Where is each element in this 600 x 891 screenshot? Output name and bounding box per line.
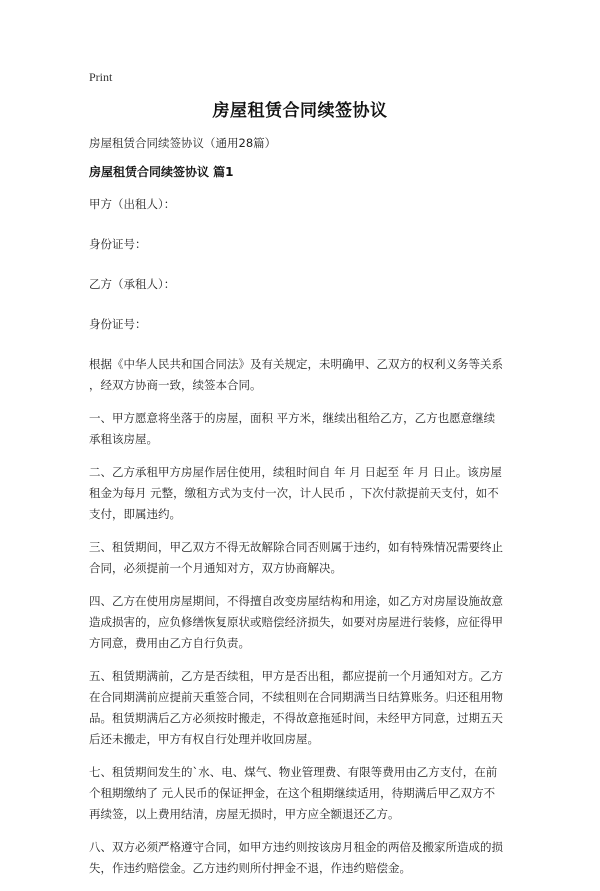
paragraph-clause-5 — [89, 666, 513, 750]
paragraph-line: 承租该房屋。 — [89, 432, 158, 446]
paragraph-line: 根据《中华人民共和国合同法》及有关规定，未明确甲、乙双方的权利义务等关系 — [89, 357, 503, 371]
paragraph-line: ，经双方协商一致，续签本合同。 — [89, 378, 262, 392]
paragraph-line: 五、租赁期满前，乙方是否续租，甲方是否出租，都应提前一个月通知对方。乙方 — [89, 669, 503, 683]
paragraph-line: 一、甲方愿意将坐落于的房屋，面积 平方米，继续出租给乙方，乙方也愿意继续 — [89, 411, 496, 425]
paragraph-line: 二、乙方承租甲方房屋作居住使用，续租时间自 年 月 日起至 年 月 日止。该房屋 — [89, 465, 502, 479]
paragraph-line: 方同意，费用由乙方自行负责。 — [89, 636, 250, 650]
paragraph-line: 七、租赁期间发生的`水、电、煤气、物业管理费、有限等费用由乙方支付，在前 — [89, 765, 498, 779]
paragraph-line: 失，作违约赔偿金。乙方违约则所付押金不退，作违约赔偿金。 — [89, 861, 411, 875]
paragraph-clause-8 — [89, 837, 513, 879]
paragraph-line: 合同，必须提前一个月通知对方，双方协商解决。 — [89, 561, 342, 575]
paragraph-line: 品。租赁期满后乙方必须按时搬走，不得故意拖延时间，未经甲方同意，过期五天 — [89, 711, 503, 725]
paragraph-line: 后还未搬走，甲方有权自行处理并收回房屋。 — [89, 732, 319, 746]
lessor-field: 甲方（出租人）： — [89, 197, 176, 211]
paragraph-line: 八、双方必须严格遵守合同，如甲方违约则按该房月租金的两倍及搬家所造成的损 — [89, 840, 503, 854]
paragraph-line: 租金为每月 元整，缴租方式为支付一次，计人民币 ，下次付款提前天支付，如不 — [89, 486, 499, 500]
section-heading: 房屋租赁合同续签协议 篇1 — [89, 165, 234, 179]
lessor-id-field: 身份证号： — [89, 237, 147, 251]
paragraph-clause-7 — [89, 762, 513, 825]
document-body — [89, 133, 513, 891]
paragraph-line: 再续签，以上费用结清，房屋无损时，甲方应全额退还乙方。 — [89, 807, 400, 821]
paragraph-line: 四、乙方在使用房屋期间，不得擅自改变房屋结构和用途，如乙方对房屋设施故意 — [89, 594, 503, 608]
lessee-id-field: 身份证号： — [89, 317, 147, 331]
page-title: 房屋租赁合同续签协议 — [212, 101, 388, 121]
paragraph-line: 造成损害的，应负修缮恢复原状或赔偿经济损失，如要对房屋进行装修，应征得甲 — [89, 615, 503, 629]
paragraph-preamble — [89, 354, 513, 396]
paragraph-line: 支付，即属违约。 — [89, 507, 181, 521]
paragraph-clause-1 — [89, 408, 513, 450]
lessee-field: 乙方（承租人）： — [89, 277, 176, 291]
paragraph-clause-3 — [89, 537, 513, 579]
document-subtitle: 房屋租赁合同续签协议（通用28篇） — [89, 136, 277, 150]
print-link[interactable]: Print — [89, 70, 113, 84]
paragraph-clause-2 — [89, 462, 513, 525]
paragraph-line: 在合同期满前应提前天重签合同，不续租则在合同期满当日结算账务。归还租用物 — [89, 690, 503, 704]
paragraph-line: 个租期缴纳了 元人民币的保证押金，在这个租期继续适用，待期满后甲乙双方不 — [89, 786, 496, 800]
paragraph-clause-4 — [89, 591, 513, 654]
paragraph-line: 三、租赁期间，甲乙双方不得无故解除合同否则属于违约，如有特殊情况需要终止 — [89, 540, 503, 554]
